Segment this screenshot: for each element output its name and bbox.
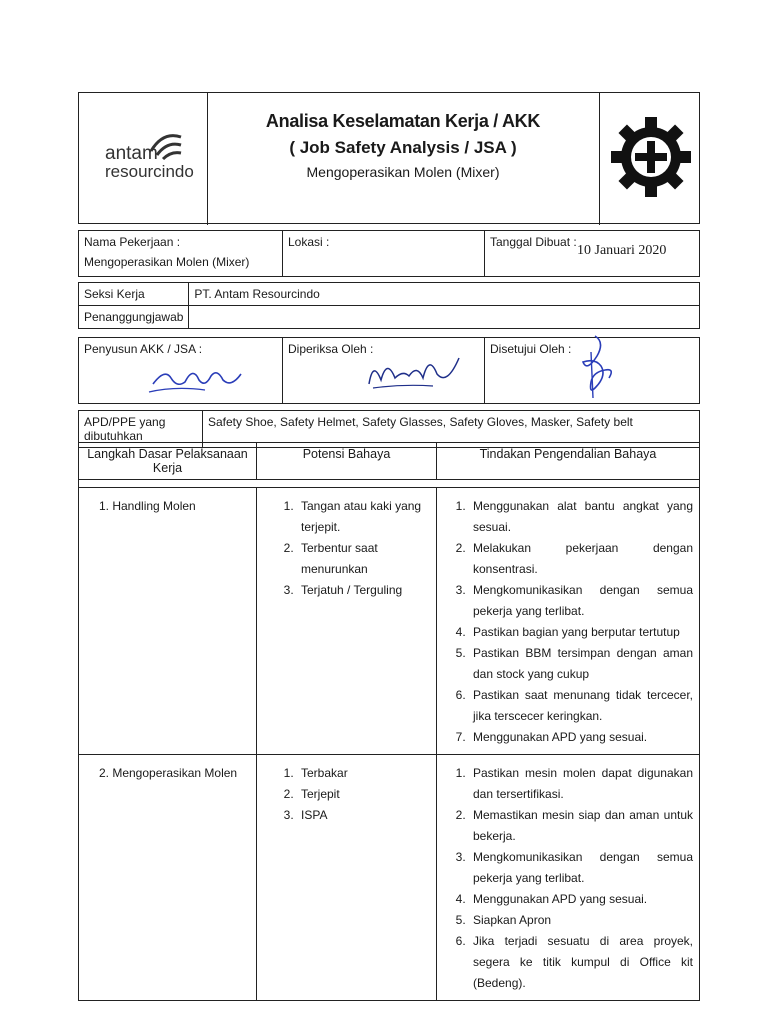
control-cell <box>437 488 700 755</box>
table-row <box>79 488 700 755</box>
date-label: Tanggal Dibuat : <box>490 235 577 249</box>
job-info-table <box>78 230 700 277</box>
step-text: 2. Mengoperasikan Molen <box>99 766 238 780</box>
control-list <box>443 763 693 994</box>
prepared-by-cell <box>79 338 283 404</box>
job-name-cell <box>79 231 283 277</box>
checked-by-label: Diperiksa Oleh : <box>288 342 374 356</box>
list-item: 1. Tangan atau kaki yang terjepit. <box>297 496 430 538</box>
list-item: 1. Pastikan mesin molen dapat digunakan dan tersertifikasi. <box>469 763 693 805</box>
step-text: 1. Handling Molen <box>99 499 196 513</box>
hazard-cell <box>257 755 437 1001</box>
signature-table <box>78 337 700 404</box>
responsible-value <box>189 306 700 329</box>
responsible-label: Penanggungjawab <box>79 306 189 329</box>
jsa-table <box>78 442 700 1001</box>
approved-by-label: Disetujui Oleh : <box>490 342 572 356</box>
col-header-steps: Langkah Dasar Pelaksanaan Kerja <box>79 443 257 480</box>
list-item: 3. Mengkomunikasikan dengan semua pekerja yang terlibat. <box>469 580 693 622</box>
document-subtitle: ( Job Safety Analysis / JSA ) <box>289 138 517 157</box>
section-table <box>78 282 700 329</box>
approved-by-cell <box>485 338 700 404</box>
k3-gear-cross-icon <box>609 115 693 199</box>
list-item: 2. Terjepit <box>297 784 430 805</box>
list-item: 1. Menggunakan alat bantu angkat yang sesuai. <box>469 496 693 538</box>
hazard-list <box>263 496 430 601</box>
spacer-row <box>79 480 700 488</box>
title-cell <box>207 93 600 225</box>
list-item: 5. Pastikan BBM tersimpan dengan aman dan stock yang cukup <box>469 643 693 685</box>
signature-prepared-icon <box>145 358 265 398</box>
document-header <box>78 92 700 224</box>
signature-approved-icon <box>565 332 625 402</box>
company-logo <box>105 145 195 180</box>
list-item: 4. Menggunakan APD yang sesuai. <box>469 889 693 910</box>
k3-logo-cell <box>599 93 701 225</box>
list-item: 2. Terbentur saat menurunkan <box>297 538 430 580</box>
step-cell <box>79 488 257 755</box>
list-item: 1. Terbakar <box>297 763 430 784</box>
job-name-label: Nama Pekerjaan : <box>84 235 181 249</box>
table-row <box>79 755 700 1001</box>
logo-cell <box>79 93 208 225</box>
signature-checked-icon <box>363 350 473 394</box>
section-label: Seksi Kerja <box>79 283 189 306</box>
document-title: Analisa Keselamatan Kerja / AKK <box>265 111 541 131</box>
ppe-value: Safety Shoe, Safety Helmet, Safety Glasses, Safety Gloves, Masker, Safety belt <box>203 411 700 448</box>
jsa-document <box>78 92 700 990</box>
list-item: 4. Pastikan bagian yang berputar tertutup <box>469 622 693 643</box>
list-item: 3. Terjatuh / Terguling <box>297 580 430 601</box>
job-title: Mengoperasikan Molen (Mixer) <box>306 164 500 180</box>
hazard-cell <box>257 488 437 755</box>
list-item: 5. Siapkan Apron <box>469 910 693 931</box>
list-item: 6. Pastikan saat menunang tidak tercecer, jika terscecer keringkan. <box>469 685 693 727</box>
job-name-value: Mengoperasikan Molen (Mixer) <box>84 255 250 269</box>
checked-by-cell <box>283 338 485 404</box>
col-header-controls: Tindakan Pengendalian Bahaya <box>437 443 700 480</box>
list-item: 2. Melakukan pekerjaan dengan konsentrasi. <box>469 538 693 580</box>
date-value: 10 Januari 2020 <box>577 243 667 258</box>
location-cell <box>283 231 485 277</box>
list-item: 2. Memastikan mesin siap dan aman untuk bekerja. <box>469 805 693 847</box>
control-list <box>443 496 693 748</box>
date-cell <box>485 231 700 277</box>
control-cell <box>437 755 700 1001</box>
col-header-hazards: Potensi Bahaya <box>257 443 437 480</box>
location-label: Lokasi : <box>288 235 330 249</box>
list-item: 6. Jika terjadi sesuatu di area proyek, segera ke titik kumpul di Office kit (Bedeng). <box>469 931 693 994</box>
ppe-label: APD/PPE yang dibutuhkan <box>79 411 203 448</box>
logo-line1: antam <box>105 143 158 164</box>
hazard-list <box>263 763 430 826</box>
list-item: 3. ISPA <box>297 805 430 826</box>
section-value: PT. Antam Resourcindo <box>189 283 700 306</box>
list-item: 7. Menggunakan APD yang sesuai. <box>469 727 693 748</box>
list-item: 3. Mengkomunikasikan dengan semua pekerja yang terlibat. <box>469 847 693 889</box>
logo-line2: resourcindo <box>105 162 194 181</box>
prepared-by-label: Penyusun AKK / JSA : <box>84 342 203 356</box>
step-cell <box>79 755 257 1001</box>
